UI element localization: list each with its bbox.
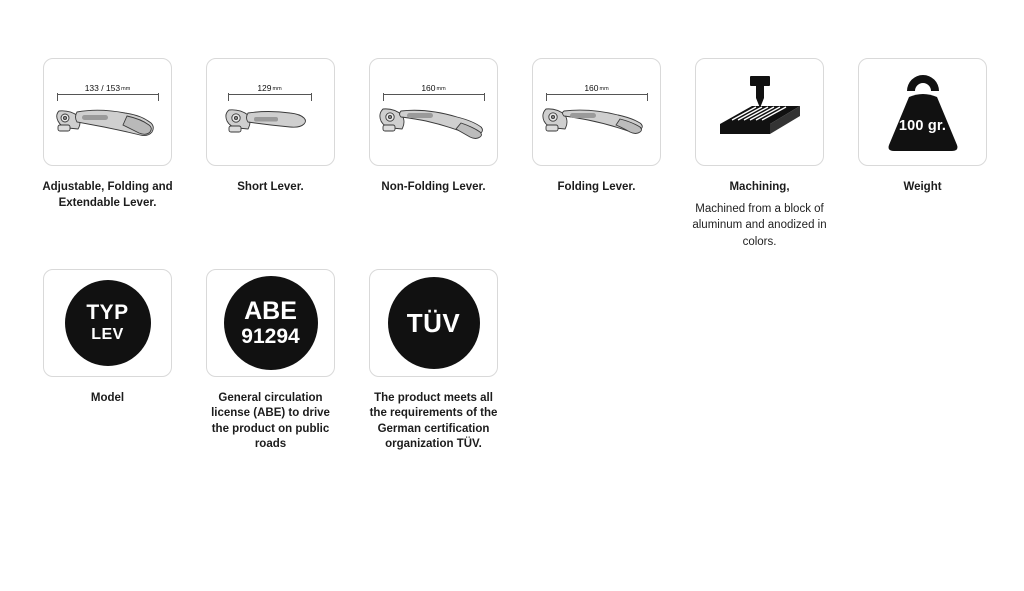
lever-diagram-icon [375,69,493,155]
feature-caption: Non-Folding Lever. [381,181,486,193]
feature-subcaption: Machined from a block of aluminum and anodized in colors. [692,202,827,248]
feature-icon-sheet [0,58,1024,591]
feature-caption: Model [90,391,125,404]
feature-row-2 [42,269,1024,453]
badge-line-1: TYP [86,301,129,325]
feature-caption: The product meets all the requirements of the German certification organization TÜV. [369,391,498,451]
weight-value-label: 100 gr. [898,118,947,134]
feature-caption: General circulation license (ABE) to drive the product on public roads [211,391,330,451]
lever-diagram-card [369,58,498,166]
lever-illustration [538,95,656,153]
feature-item-machining [694,58,825,251]
feature-item-tuv-certification [368,269,499,453]
lever-diagram-card [532,58,661,166]
feature-caption: Weight [903,181,942,193]
feature-item-non-folding-lever [368,58,499,196]
badge-line-1: TÜV [406,307,461,338]
abe-badge-icon [224,276,318,370]
abe-badge-card [206,269,335,377]
feature-item-short-lever [205,58,336,196]
feature-item-adjustable-folding-extendable-lever [42,58,173,211]
feature-item-model [42,269,173,407]
lever-illustration [375,95,493,153]
badge-line-2: 91294 [241,324,300,348]
typ-lev-badge-icon [65,280,151,366]
model-badge-card [43,269,172,377]
feature-caption: Folding Lever. [557,181,636,193]
feature-caption: Short Lever. [237,181,304,193]
feature-caption: Machining, [729,181,790,193]
badge-line-1: ABE [244,296,297,325]
lever-diagram-card [43,58,172,166]
lever-illustration [49,95,167,153]
machining-card [695,58,824,166]
lever-diagram-icon [538,69,656,155]
lever-diagram-icon [49,69,167,155]
dimension-label: 160 mm [546,83,648,93]
feature-row-1 [42,58,1024,251]
weight-kettlebell-icon [875,69,971,155]
lever-diagram-card [206,58,335,166]
feature-item-abe-license [205,269,336,453]
feature-item-weight [857,58,988,196]
lever-diagram-icon [212,69,330,155]
feature-caption: Adjustable, Folding and Extendable Lever. [42,181,173,209]
badge-line-2: LEV [91,326,124,344]
weight-card [858,58,987,166]
dimension-label: 129 mm [228,83,312,93]
dimension-label: 160 mm [383,83,485,93]
tuv-badge-icon [388,277,480,369]
tuv-badge-card [369,269,498,377]
dimension-label: 133 / 153 mm [57,83,159,93]
lever-illustration [212,95,330,153]
cnc-machining-icon [712,72,808,152]
feature-item-folding-lever [531,58,662,196]
